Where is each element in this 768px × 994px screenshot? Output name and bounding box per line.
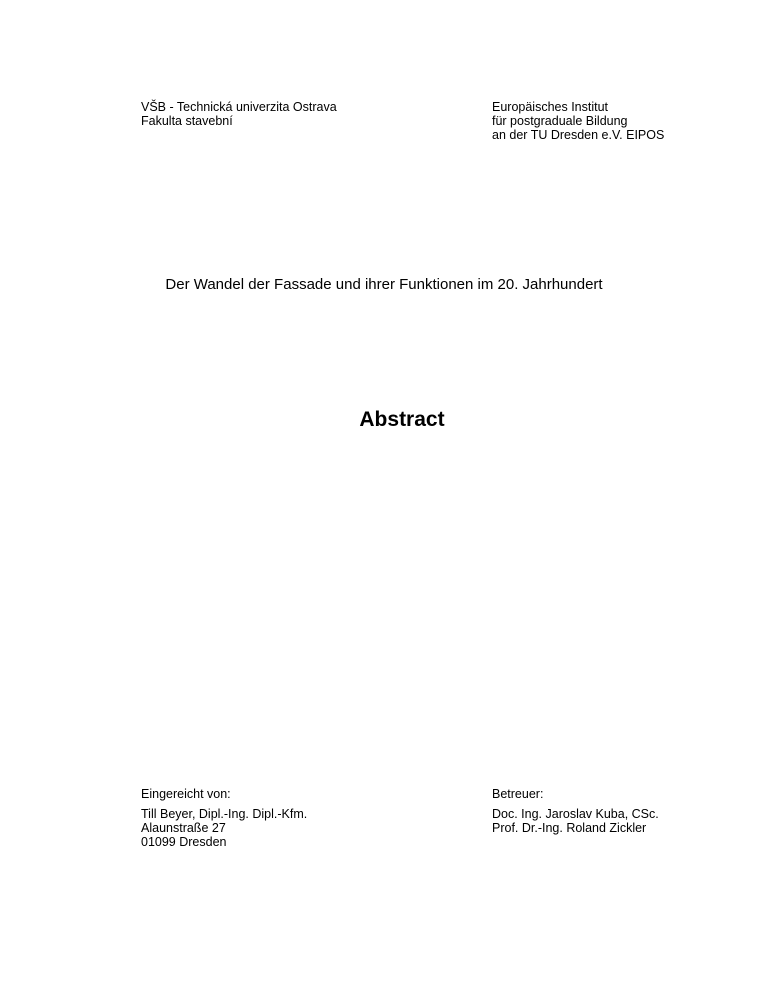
document-type-heading: Abstract (359, 408, 445, 431)
author-city: 01099 Dresden (141, 835, 227, 849)
institute-affiliation: an der TU Dresden e.V. EIPOS (492, 128, 665, 142)
institute-name: Europäisches Institut (492, 100, 609, 114)
author-street: Alaunstraße 27 (141, 821, 226, 835)
submitted-by-label: Eingereicht von: (141, 787, 231, 801)
advisors-label: Betreuer: (492, 787, 544, 801)
advisor-2: Prof. Dr.-Ing. Roland Zickler (492, 821, 647, 835)
thesis-title: Der Wandel der Fassade und ihrer Funktionen im 20. Jahrhundert (165, 276, 603, 293)
submitted-by-block (141, 787, 307, 849)
institute-subtitle: für postgraduale Bildung (492, 114, 628, 128)
university-block (141, 100, 337, 128)
faculty-name: Fakulta stavební (141, 114, 233, 128)
university-name: VŠB - Technická univerzita Ostrava (141, 100, 337, 114)
advisors-block (492, 787, 659, 835)
institute-block (492, 100, 664, 142)
advisor-1: Doc. Ing. Jaroslav Kuba, CSc. (492, 807, 659, 821)
author-name: Till Beyer, Dipl.-Ing. Dipl.-Kfm. (141, 807, 308, 821)
